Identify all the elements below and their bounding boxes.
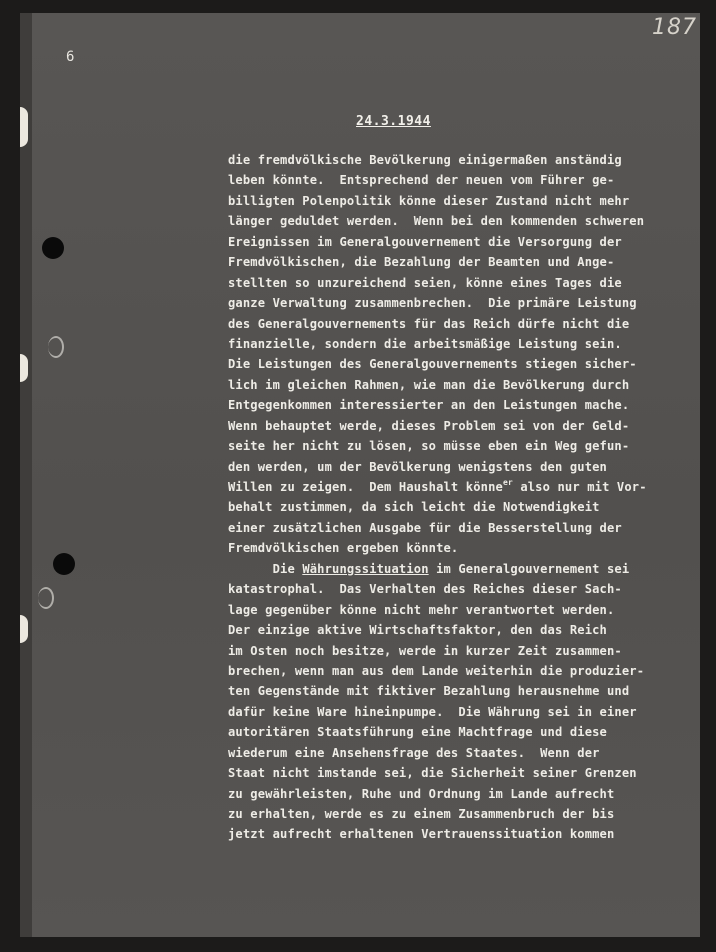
paper-edge-mark (20, 615, 28, 643)
text-line: Ereignissen im Generalgouvernement die Versorgung der (228, 234, 622, 249)
text-line: lage gegenüber könne nicht mehr verantwortet werden. (228, 602, 615, 617)
text-line: dafür keine Ware hineinpumpe. Die Währung sei in einer (228, 704, 637, 719)
text-line: billigten Polenpolitik könne dieser Zustand nicht mehr (228, 193, 630, 208)
handwritten-insertion: er (502, 478, 513, 487)
text-line: einer zusätzlichen Ausgabe für die Besserstellung der (228, 520, 622, 535)
page-edge-shadow (20, 13, 32, 937)
body-text (228, 150, 700, 845)
page-number: 6 (66, 49, 75, 65)
document-date: 24.3.1944 (356, 114, 431, 129)
text-segment: also nur mit Vor- (512, 480, 647, 494)
text-segment: im Generalgouvernement sei (428, 561, 630, 576)
text-line: jetzt aufrecht erhaltenen Vertrauenssituation kommen (228, 827, 615, 842)
text-line: den werden, um der Bevölkerung wenigstens den guten (228, 459, 607, 474)
text-line: katastrophal. Das Verhalten des Reiches dieser Sach- (228, 582, 622, 597)
text-line: Fremdvölkischen ergeben könnte. (228, 541, 459, 556)
punch-hole (42, 237, 64, 259)
text-segment: Willen zu zeigen. Dem Haushalt könne (228, 480, 503, 494)
text-line: wiederum eine Ansehensfrage des Staates. Wenn der (228, 745, 600, 760)
text-line: Staat nicht imstande sei, die Sicherheit seiner Grenzen (228, 766, 637, 781)
text-line: finanzielle, sondern die arbeitsmäßige Leistung sein. (228, 336, 622, 351)
text-line: leben könnte. Entsprechend der neuen vom Führer ge- (228, 173, 615, 188)
text-line: Wenn behauptet werde, dieses Problem sei von der Geld- (228, 418, 630, 433)
text-line: autoritären Staatsführung eine Machtfrage und diese (228, 725, 607, 740)
text-line: lich im gleichen Rahmen, wie man die Bevölkerung durch (228, 377, 630, 392)
text-line: Die Leistungen des Generalgouvernements stiegen sicher- (228, 357, 637, 372)
text-line: des Generalgouvernements für das Reich dürfe nicht die (228, 316, 630, 331)
paragraph-start-line (228, 559, 700, 579)
punch-hole-shadow (48, 336, 64, 358)
text-line: Der einzige aktive Wirtschaftsfaktor, den das Reich (228, 623, 607, 638)
text-line: Fremdvölkischen, die Bezahlung der Beamten und Ange- (228, 255, 615, 270)
text-segment: Die (228, 561, 303, 576)
text-line: seite her nicht zu lösen, so müsse eben ein Weg gefun- (228, 439, 630, 454)
text-line: länger geduldet werden. Wenn bei den kommenden schweren (228, 214, 645, 229)
text-line-with-insertion (228, 477, 700, 497)
punch-hole (53, 553, 75, 575)
underlined-term: Währungssituation (302, 561, 429, 576)
document-page (20, 13, 700, 937)
text-line: ten Gegenstände mit fiktiver Bezahlung herausnehme und (228, 684, 630, 699)
paper-edge-mark (20, 107, 28, 147)
text-line: ganze Verwaltung zusammenbrechen. Die primäre Leistung (228, 296, 637, 311)
handwritten-folio: 187 (652, 15, 697, 40)
text-line: Entgegenkommen interessierter an den Leistungen mache. (228, 398, 630, 413)
text-line: zu gewährleisten, Ruhe und Ordnung im Lande aufrecht (228, 786, 615, 801)
paper-edge-mark (20, 354, 28, 382)
punch-hole-shadow (38, 587, 54, 609)
text-line: behalt zustimmen, da sich leicht die Notwendigkeit (228, 500, 600, 515)
text-line: brechen, wenn man aus dem Lande weiterhin die produzier- (228, 663, 645, 678)
text-line: stellten so unzureichend seien, könne eines Tages die (228, 275, 622, 290)
text-line: im Osten noch besitze, werde in kurzer Zeit zusammen- (228, 643, 622, 658)
text-line: die fremdvölkische Bevölkerung einigermaßen anständig (228, 153, 622, 167)
text-line: zu erhalten, werde es zu einem Zusammenbruch der bis (228, 807, 615, 821)
